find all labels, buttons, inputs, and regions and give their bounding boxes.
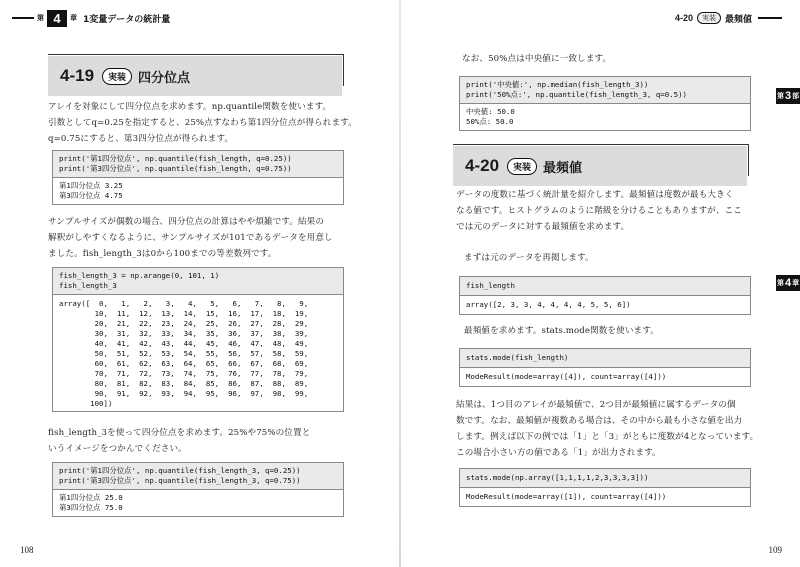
header-rule [12, 17, 34, 19]
part-tab: 第 3 部 [776, 90, 800, 102]
code-output: ModeResult(mode=array([4]), count=array([4])) [466, 372, 667, 381]
code-input: print('中央値:', np.median(fish_length_3)) print('50%点:', np.quantile(fish_length_3, q=0.5)) [460, 77, 750, 104]
code-block [459, 76, 751, 131]
right-running-header [675, 11, 782, 25]
code-output: 中央値: 50.0 50%点: 50.0 [466, 107, 515, 126]
chapter-number-box: 4 [47, 10, 67, 27]
chapter-post: 章 [70, 14, 77, 22]
paragraph: なお、50%点は中央値に一致します。 [462, 54, 612, 64]
heading-rule [343, 54, 344, 86]
code-output: 第1四分位点 25.0 第3四分位点 75.0 [59, 493, 123, 512]
book-spine [399, 0, 401, 567]
section-heading-4-20 [453, 146, 747, 186]
section-title: 四分位点 [138, 70, 191, 86]
heading-rule [453, 144, 749, 145]
chapter-tab: 第 4 章 [776, 277, 800, 289]
code-block [459, 468, 751, 507]
header-section-title: 最頻値 [724, 14, 752, 25]
section-title: 最頻値 [543, 160, 583, 176]
header-badge: 実装 [697, 12, 721, 24]
code-block [52, 462, 344, 517]
code-output: 第1四分位点 3.25 第3四分位点 4.75 [59, 181, 123, 200]
code-input: stats.mode(fish_length) [460, 349, 750, 368]
header-rule [758, 17, 782, 19]
heading-rule [748, 144, 749, 176]
code-output: ModeResult(mode=array([1]), count=array([4])) [466, 492, 667, 501]
code-input: fish_length_3 = np.arange(0, 101, 1) fish_length_3 [53, 268, 343, 295]
page-number-left: 108 [20, 545, 34, 555]
code-input: print('第1四分位点', np.quantile(fish_length, q=0.25)) print('第3四分位点', np.quantile(fish_length, q=0.75)) [53, 151, 343, 178]
section-number: 4-19 [60, 66, 95, 85]
code-input: fish_length [460, 277, 750, 296]
heading-rule [48, 54, 344, 55]
chapter-pre: 第 [37, 14, 44, 22]
code-input: print('第1四分位点', np.quantile(fish_length_3, q=0.25)) print('第3四分位点', np.quantile(fish_length_3, q=0.75)) [53, 463, 343, 490]
code-block [459, 348, 751, 387]
paragraph: サンプルサイズが偶数の場合、四分位点の計算はやや煩雑です。結果の 解釈がしやすくなるように、サンプルサイズが101であるデータを用意し ました。fish_length_3は0から100までの等差数列です。 [48, 217, 333, 259]
code-input: stats.mode(np.array([1,1,1,1,2,3,3,3,3])) [460, 469, 750, 488]
paragraph: 結果は、1つ目のアレイが最頻値で、2つ目が最頻値に属するデータの個 数です。なお、最頻値が複数ある場合は、その中から最も小さな値を出力 します。例えば以下の例では「1」と「3」がともに度数が4となっています。 この場合小さい方の値である「1」が出力されます。 [456, 400, 759, 458]
left-running-header [0, 10, 170, 26]
code-block [52, 267, 344, 412]
header-section-number: 4-20 [674, 13, 693, 23]
paragraph: まずは元のデータを再掲します。 [464, 253, 594, 263]
paragraph: 最頻値を求めます。stats.mode関数を使います。 [464, 326, 659, 336]
page-number-right: 109 [768, 545, 782, 555]
section-heading-4-19 [48, 56, 342, 96]
code-block [459, 276, 751, 315]
code-output: array([2, 3, 3, 4, 4, 4, 4, 5, 5, 6]) [466, 300, 631, 309]
paragraph: アレイを対象にして四分位点を求めます。np.quantile関数を使います。 引数としてq=0.25を指定すると、25%点すなわち第1四分位点が得られます。 q=0.75にすると、第3四分位点が得られます。 [48, 102, 357, 144]
paragraph: fish_length_3を使って四分位点を求めます。25%や75%の位置と いうイメージをつかんでください。 [48, 428, 311, 454]
section-badge: 実装 [102, 68, 132, 85]
paragraph: データの度数に基づく統計量を紹介します。最頻値は度数が最も大きく なる値です。ヒストグラムのように階級を分けることもありますが、ここ では元のデータに対する最頻値を求めます。 [456, 190, 742, 232]
chapter-title: 1変量データの統計量 [83, 14, 171, 25]
code-block [52, 150, 344, 205]
section-number: 4-20 [465, 156, 500, 175]
code-output: array([ 0, 1, 2, 3, 4, 5, 6, 7, 8, 9, 10, 11, 12, 13, 14, 15, 16, 17, 18, 19, 20, 21, 22, 23, 24, 25, 26, 27, 28, 29, 30, 31, 32, 33, 34, 35, 36, 37, 38, 39, 40, 41, 42, 43, 44, 45, 46, 47, 48, 49, 50, 51, 52, 53, 54, 55, 56, 57, 58, 59, 60, 61, 62, 63, 64, 65, 66, 67, 68, 69, 70, 71, 72, 73, 74, 75, 76, 77, 78, 79, 80, 81, 82, 83, 84, 85, 86, 87, 88, 89, 90, 91, 92, 93, 94, 95, 96, 97, 98, 99, 100]) [59, 299, 309, 408]
section-badge: 実装 [507, 158, 537, 175]
